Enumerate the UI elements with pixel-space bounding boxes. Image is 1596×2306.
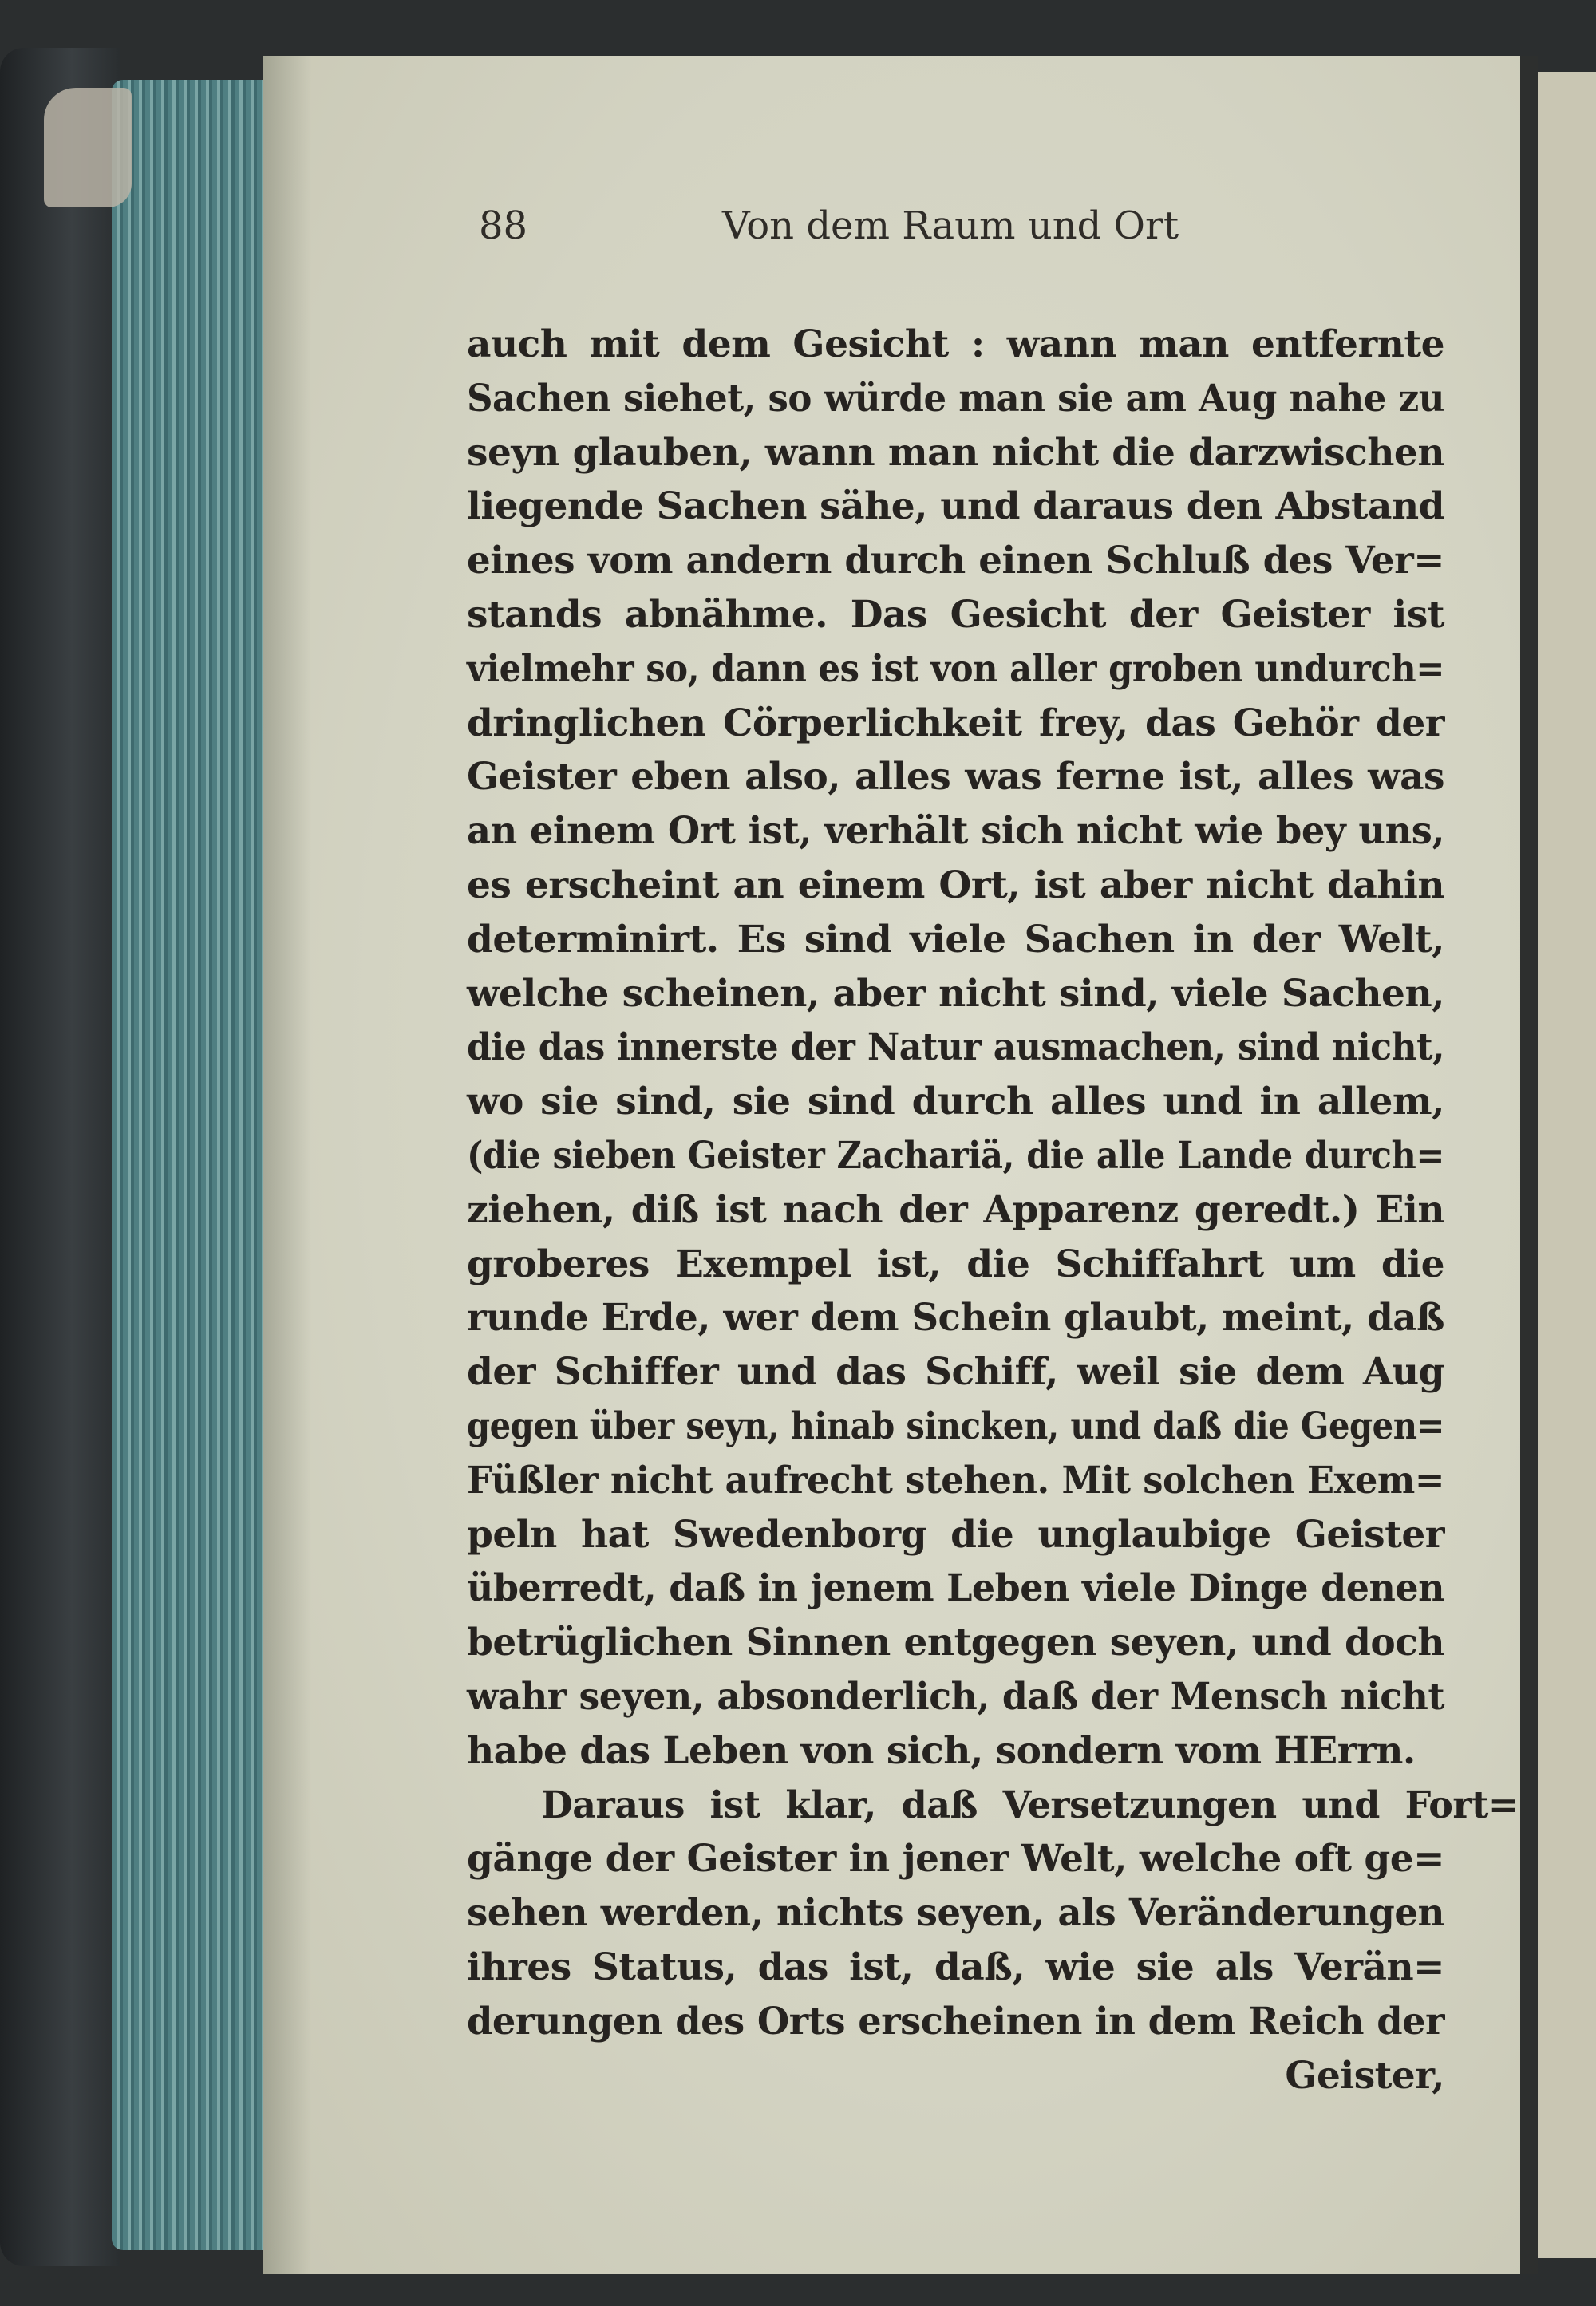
worn-corner — [44, 88, 132, 207]
text-line: Füßler nicht aufrecht stehen. Mit solchen Exem= — [467, 1458, 1444, 1502]
body-text — [467, 318, 1519, 2103]
page-gutter-shadow — [263, 56, 311, 2274]
text-line: Geister, — [1285, 2053, 1444, 2098]
text-line: seyn glauben, wann man nicht die darzwischen — [467, 430, 1444, 475]
text-line: runde Erde, wer dem Schein glaubt, meint, daß — [467, 1296, 1444, 1341]
text-line: welche scheinen, aber nicht sind, viele Sachen, — [467, 971, 1444, 1016]
text-line: die das innerste der Natur ausmachen, sind nicht, — [467, 1025, 1444, 1070]
text-line: Sachen siehet, so würde man sie am Aug nahe zu — [467, 376, 1444, 421]
text-line: es erscheint an einem Ort, ist aber nicht dahin — [467, 863, 1444, 907]
text-line: an einem Ort ist, verhält sich nicht wie bey uns, — [467, 809, 1444, 854]
text-line: liegende Sachen sähe, und daraus den Abstand — [467, 484, 1444, 529]
text-line: dringlichen Cörperlichkeit frey, das Gehör der — [467, 701, 1444, 745]
text-line: eines vom andern durch einen Schluß des Ver= — [467, 539, 1444, 583]
adjacent-page — [1538, 72, 1596, 2258]
text-line: determinirt. Es sind viele Sachen in der Welt, — [467, 917, 1444, 961]
text-line: sehen werden, nichts seyen, als Veränderungen — [467, 1891, 1444, 1936]
page-number: 88 — [479, 203, 528, 248]
page-edges — [112, 80, 271, 2250]
text-line: Geister eben also, alles was ferne ist, alles was — [467, 755, 1444, 800]
text-line: habe das Leben von sich, sondern vom HErrn. — [467, 1728, 1416, 1773]
text-line: Daraus ist klar, daß Versetzungen und Fort= — [540, 1783, 1519, 1827]
text-line: auch mit dem Gesicht : wann man entfernte — [467, 322, 1444, 366]
text-line: stands abnähme. Das Gesicht der Geister ist — [467, 592, 1444, 637]
text-line: wo sie sind, sie sind durch alles und in allem, — [467, 1080, 1444, 1124]
text-line: der Schiffer und das Schiff, weil sie dem Aug — [467, 1350, 1444, 1395]
text-line: betrüglichen Sinnen entgegen seyen, und doch — [467, 1621, 1444, 1665]
text-line: gegen über seyn, hinab sincken, und daß die Gegen= — [467, 1404, 1444, 1448]
page-divider — [1520, 56, 1538, 2274]
text-line: vielmehr so, dann es ist von aller groben undurch= — [467, 646, 1444, 691]
text-line: peln hat Swedenborg die unglaubige Geister — [467, 1512, 1444, 1557]
text-line: wahr seyen, absonderlich, daß der Mensch nicht — [467, 1674, 1444, 1719]
book-cover — [0, 48, 120, 2266]
text-line: (die sieben Geister Zachariä, die alle Lande durch= — [467, 1133, 1444, 1178]
text-line: ziehen, diß ist nach der Apparenz geredt.) Ein — [467, 1187, 1444, 1232]
text-line: ihres Status, das ist, daß, wie sie als Verän= — [467, 1945, 1444, 1989]
text-line: groberes Exempel ist, die Schiffahrt um die — [467, 1242, 1444, 1286]
text-line: überredt, daß in jenem Leben viele Dinge denen — [467, 1566, 1444, 1611]
text-line: derungen des Orts erscheinen in dem Reich der — [467, 1999, 1444, 2043]
page-header — [479, 203, 1237, 259]
text-line: gänge der Geister in jener Welt, welche oft ge= — [467, 1837, 1444, 1882]
running-head: Von dem Raum und Ort — [722, 203, 1179, 248]
